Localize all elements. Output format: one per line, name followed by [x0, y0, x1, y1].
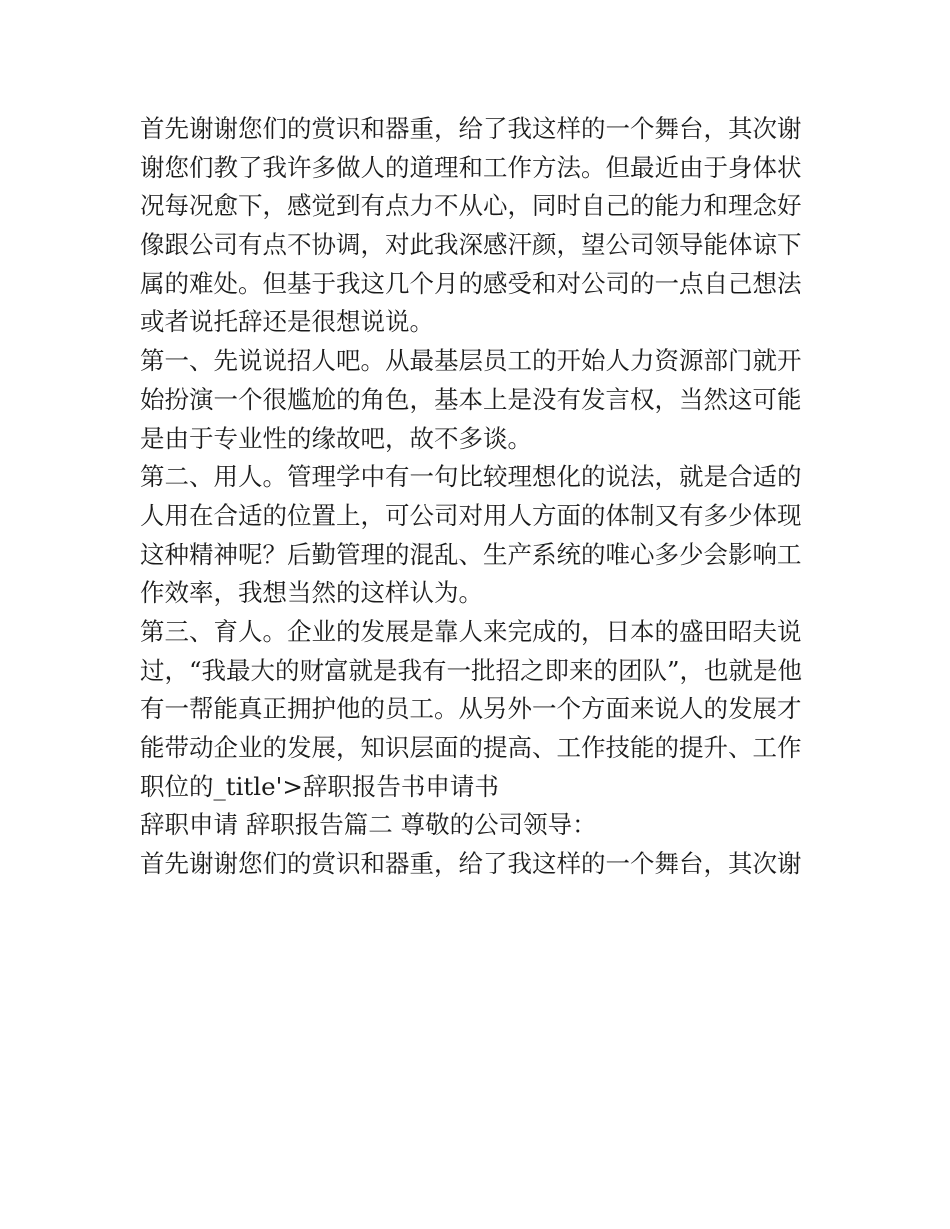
paragraph-point-two: [140, 458, 812, 613]
text-line: 第一、先说说招人吧。从最基层员工的开始人力资源部门就开: [140, 346, 802, 376]
paragraph-point-three: [140, 613, 812, 806]
text-line: 或者说托辞还是很想说说。: [140, 307, 434, 337]
text-line: 职位的_title'>辞职报告书申请书: [140, 771, 499, 801]
text-line: 谢您们教了我许多做人的道理和工作方法。但最近由于身体状: [140, 152, 802, 182]
paragraph-intro: [140, 110, 812, 342]
text-line: 是由于专业性的缘故吧，故不多谈。: [140, 423, 532, 453]
text-line: 第三、育人。企业的发展是靠人来完成的，日本的盛田昭夫说: [140, 616, 802, 646]
text-line: 始扮演一个很尴尬的角色，基本上是没有发言权，当然这可能: [140, 384, 802, 414]
paragraph-repeat-intro: [140, 845, 812, 884]
text-line: 属的难处。但基于我这几个月的感受和对公司的一点自己想法: [140, 268, 802, 298]
text-line: 能带动企业的发展，知识层面的提高、工作技能的提升、工作: [140, 733, 802, 762]
text-line: 况每况愈下，感觉到有点力不从心，同时自己的能力和理念好: [140, 191, 802, 221]
text-line: 首先谢谢您们的赏识和器重，给了我这样的一个舞台，其次谢: [140, 114, 802, 143]
text-line: 作效率，我想当然的这样认为。: [140, 578, 483, 608]
text-line: 辞职申请 辞职报告篇二 尊敬的公司领导：: [140, 810, 597, 840]
text-line: 第二、用人。管理学中有一句比较理想化的说法，就是合适的: [140, 462, 802, 492]
text-line: 过，“我最大的财富就是我有一批招之即来的团队”，也就是他: [140, 655, 803, 685]
text-line: 这种精神呢？后勤管理的混乱、生产系统的唯心多少会影响工: [140, 539, 802, 569]
document-body: [140, 110, 812, 884]
paragraph-point-one: [140, 342, 812, 458]
paragraph-heading: [140, 806, 812, 845]
text-line: 像跟公司有点不协调，对此我深感汗颜，望公司领导能体谅下: [140, 230, 802, 260]
text-line: 首先谢谢您们的赏识和器重，给了我这样的一个舞台，其次谢: [140, 849, 802, 879]
text-line: 人用在合适的位置上，可公司对用人方面的体制又有多少体现: [140, 500, 802, 530]
text-line: 有一帮能真正拥护他的员工。从另外一个方面来说人的发展才: [140, 694, 802, 724]
